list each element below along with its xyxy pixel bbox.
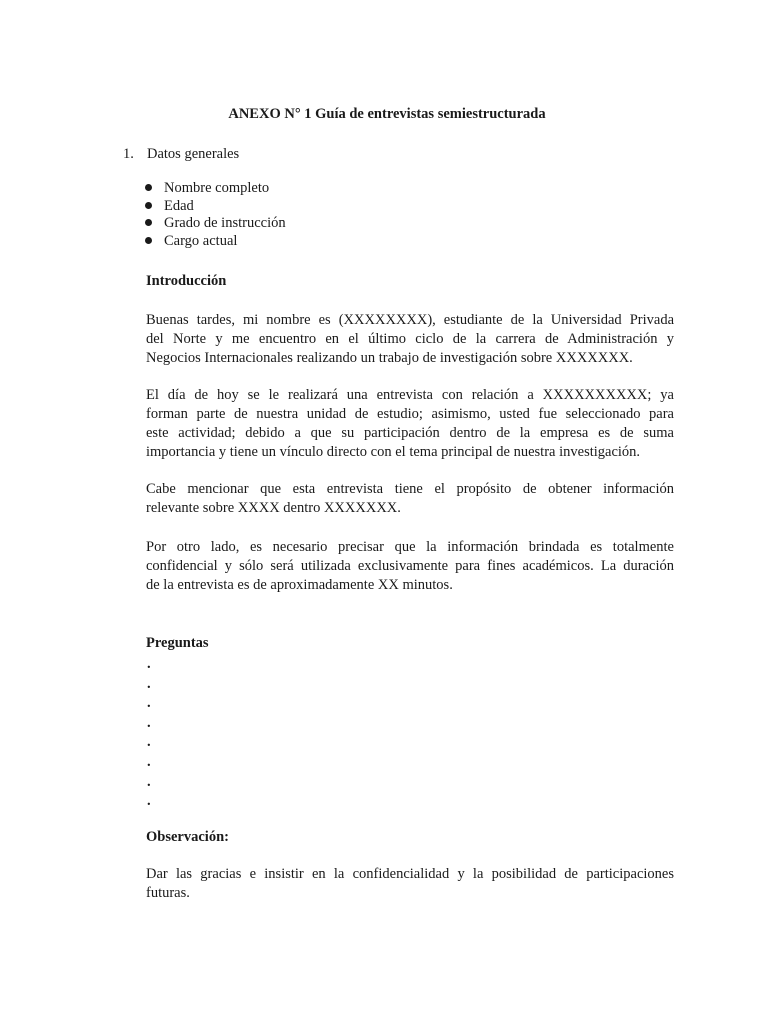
list-item: . [147, 695, 151, 712]
paragraph-line: este actividad; debido a que su participación dentro de la empresa es de suma [146, 425, 674, 441]
paragraph-line: Negocios Internacionales realizando un trabajo de investigación sobre XXXXXXX. [146, 350, 633, 366]
list-item [145, 215, 286, 233]
document-title: ANEXO N° 1 Guía de entrevistas semiestructurada [228, 106, 546, 122]
bullet-icon [145, 219, 152, 226]
list-item-label: Cargo actual [164, 232, 238, 249]
list-item [145, 180, 286, 198]
questions-list [147, 655, 151, 812]
list-item [145, 233, 286, 251]
intro-paragraph-2 [146, 386, 674, 462]
list-item-label: Grado de instrucción [164, 215, 286, 231]
list-item: . [147, 714, 151, 731]
paragraph-line: importancia y tiene un vínculo directo con el tema principal de nuestra investigación. [146, 444, 641, 460]
paragraph-line: Cabe mencionar que esta entrevista tiene el propósito de obtener información [146, 481, 674, 497]
paragraph-line: forman parte de nuestra unidad de estudio; asimismo, usted fue seleccionado para [146, 406, 674, 422]
section-number: 1. [123, 146, 134, 162]
intro-heading: Introducción [146, 273, 227, 289]
bullet-icon [145, 184, 152, 191]
list-item: . [147, 734, 151, 751]
list-item: . [147, 793, 151, 810]
list-item: . [147, 753, 151, 770]
general-data-list [145, 180, 286, 250]
observation-heading: Observación: [146, 829, 229, 845]
list-item: . [147, 773, 151, 790]
intro-paragraph-1 [146, 311, 674, 368]
paragraph-line: Buenas tardes, mi nombre es (XXXXXXXX), estudiante de la Universidad Privada [146, 312, 674, 328]
list-item: . [147, 675, 151, 692]
paragraph-line: Dar las gracias e insistir en la confidencialidad y la posibilidad de participaciones [146, 866, 674, 882]
intro-paragraph-3 [146, 480, 674, 518]
bullet-icon [145, 202, 152, 209]
list-item-label: Nombre completo [164, 180, 270, 196]
paragraph-line: de la entrevista es de aproximadamente XX minutos. [146, 577, 453, 593]
list-item: . [147, 656, 151, 672]
paragraph-line: El día de hoy se le realizará una entrevista con relación a XXXXXXXXXX; ya [146, 387, 674, 403]
paragraph-line: futuras. [146, 885, 190, 901]
questions-heading: Preguntas [146, 635, 209, 651]
section-heading [123, 145, 239, 163]
paragraph-line: confidencial y sólo será utilizada exclusivamente para fines académicos. La duración [146, 558, 674, 574]
list-item-label: Edad [164, 197, 194, 214]
closing-paragraph [146, 865, 674, 903]
paragraph-line: del Norte y me encuentro en el último ciclo de la carrera de Administración y [146, 331, 674, 347]
list-item [145, 198, 286, 216]
intro-paragraph-4 [146, 538, 674, 595]
bullet-icon [145, 237, 152, 244]
paragraph-line: Por otro lado, es necesario precisar que la información brindada es totalmente [146, 539, 674, 555]
section-label: Datos generales [147, 146, 240, 162]
paragraph-line: relevante sobre XXXX dentro XXXXXXX. [146, 500, 401, 516]
